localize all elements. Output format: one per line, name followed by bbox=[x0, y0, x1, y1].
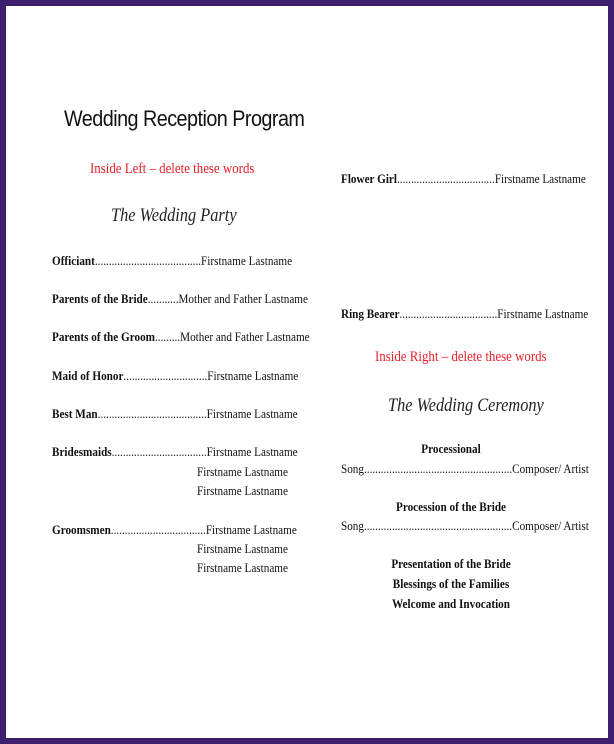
groomsman-name: Firstname Lastname bbox=[197, 541, 288, 556]
role-label: Flower Girl bbox=[341, 171, 397, 186]
wedding-party-heading: The Wedding Party bbox=[111, 205, 237, 226]
dot-leader: ................................... bbox=[399, 306, 498, 321]
person-name: Firstname Lastname bbox=[206, 406, 298, 421]
bridesmaid-name: Firstname Lastname bbox=[197, 464, 288, 479]
dot-leader: ................................... bbox=[396, 171, 495, 186]
song-label: Song bbox=[341, 461, 364, 476]
role-label: Parents of the Bride bbox=[52, 291, 148, 306]
person-name: Mother and Father Lastname bbox=[178, 291, 308, 306]
groomsmen-row bbox=[52, 522, 297, 538]
role-label: Maid of Honor bbox=[52, 368, 124, 383]
parents-groom-row bbox=[52, 329, 310, 345]
person-name: Firstname Lastname bbox=[206, 444, 298, 459]
bridesmaids-row bbox=[52, 444, 298, 460]
person-name: Firstname Lastname bbox=[207, 368, 299, 383]
best-man-row bbox=[52, 406, 298, 422]
role-label: Parents of the Groom bbox=[52, 329, 155, 344]
document-page bbox=[6, 6, 608, 738]
page-title: Wedding Reception Program bbox=[64, 106, 305, 131]
person-name: Firstname Lastname bbox=[497, 306, 589, 321]
dot-leader: ..................................................... bbox=[363, 461, 513, 476]
maid-of-honor-row bbox=[52, 368, 298, 384]
procession-bride-song-row bbox=[341, 518, 589, 534]
dot-leader: .................................. bbox=[111, 444, 207, 459]
composer-label: Composer/ Artist bbox=[512, 518, 589, 533]
person-name: Firstname Lastname bbox=[201, 253, 293, 268]
flower-girl-row bbox=[341, 171, 586, 187]
ceremony-item: Blessings of the Families bbox=[392, 576, 510, 591]
role-label: Ring Bearer bbox=[341, 306, 400, 321]
dot-leader: .................................. bbox=[110, 522, 206, 537]
procession-bride-title: Procession of the Bride bbox=[395, 499, 507, 514]
dot-leader: ....................................... bbox=[97, 406, 207, 421]
ceremony-item: Presentation of the Bride bbox=[391, 556, 511, 571]
dot-leader: ..................................................... bbox=[363, 518, 513, 533]
ring-bearer-row bbox=[341, 306, 588, 322]
processional-song-row bbox=[341, 461, 589, 477]
officiant-row bbox=[52, 253, 292, 269]
dot-leader: ........... bbox=[147, 291, 179, 306]
dot-leader: ...................................... bbox=[94, 253, 202, 268]
ceremony-item: Welcome and Invocation bbox=[391, 596, 511, 611]
inside-right-note: Inside Right – delete these words bbox=[375, 349, 547, 365]
person-name: Firstname Lastname bbox=[205, 522, 297, 537]
person-name: Mother and Father Lastname bbox=[180, 329, 310, 344]
dot-leader: .............................. bbox=[123, 368, 208, 383]
inside-left-note: Inside Left – delete these words bbox=[90, 161, 255, 177]
role-label: Best Man bbox=[52, 406, 98, 421]
dot-leader: ......... bbox=[154, 329, 181, 344]
bridesmaid-name: Firstname Lastname bbox=[197, 483, 288, 498]
song-label: Song bbox=[341, 518, 364, 533]
role-label: Groomsmen bbox=[52, 522, 111, 537]
parents-bride-row bbox=[52, 291, 308, 307]
groomsman-name: Firstname Lastname bbox=[197, 560, 288, 575]
role-label: Officiant bbox=[52, 253, 95, 268]
wedding-ceremony-heading: The Wedding Ceremony bbox=[388, 395, 544, 416]
role-label: Bridesmaids bbox=[52, 444, 112, 459]
composer-label: Composer/ Artist bbox=[512, 461, 589, 476]
processional-title: Processional bbox=[421, 441, 481, 456]
person-name: Firstname Lastname bbox=[494, 171, 586, 186]
